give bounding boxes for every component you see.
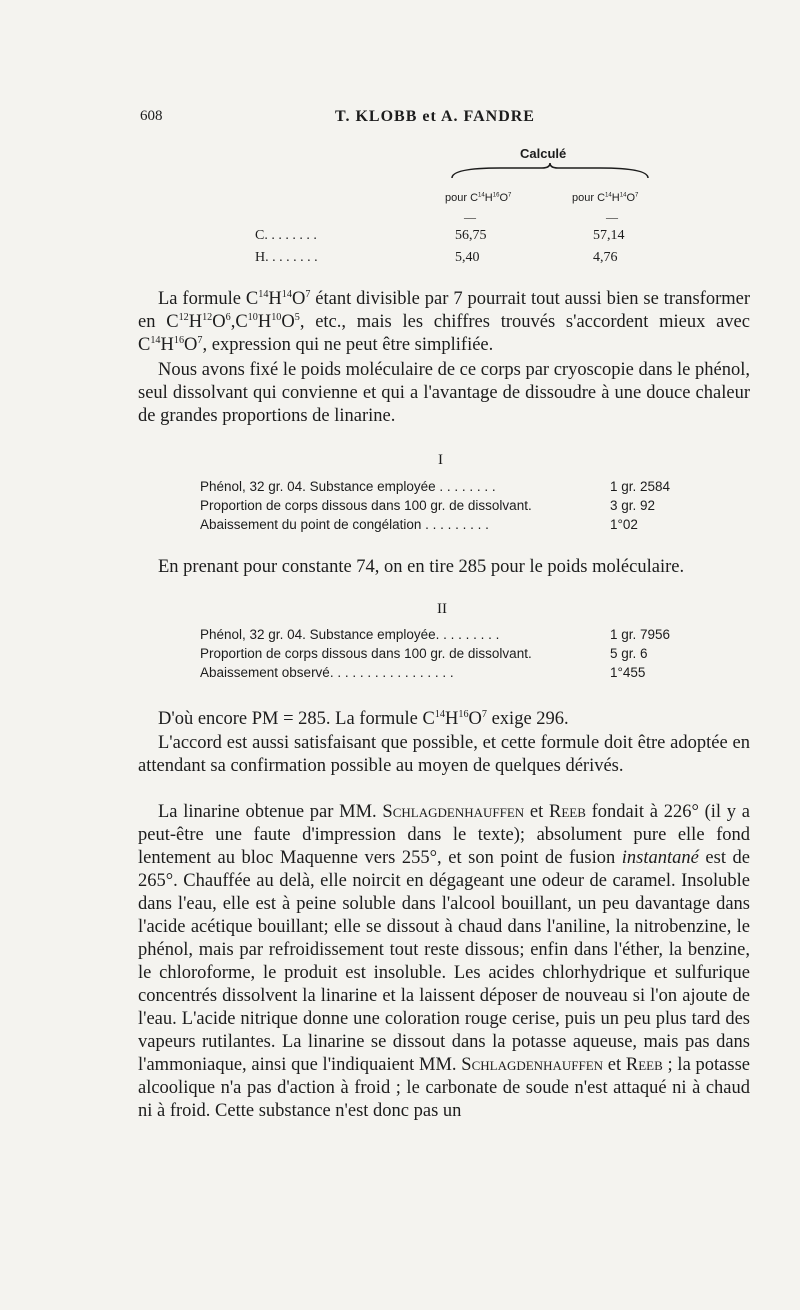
table-row: Abaissement observé. . . . . . . . . . . . . . . . . 1°455 (200, 665, 646, 680)
experiment-numeral: I (438, 452, 443, 468)
table-row: Proportion de corps dissous dans 100 gr. de dissolvant. 3 gr. 92 (200, 498, 656, 513)
experiment-table-2 (200, 627, 700, 684)
brace-icon (450, 162, 650, 180)
calc-table-title: Calculé (520, 146, 567, 161)
paragraph-linarine-properties: La linarine obtenue par MM. Schlagdenhauffen et Reeb fondait à 226° (il y a peut-être une faute d'impression dans le texte); absolument pure elle fond lentement au bloc Maquenne vers 255°, et son point de fusion instantané est de 265°. Chauffée au delà, elle noircit en dégageant une odeur de caramel. Insoluble dans l'eau, elle est à peine soluble dans l'alcool bouillant, un peu davantage dans l'acide acétique bouillant; elle se dissout à chaud dans l'aniline, la nitrobenzine, le phénol, mais par refroidissement tout reste dissous; enfin dans l'éther, la benzine, le chloroforme, le produit est insoluble. Les acides chlorhydrique et sulfurique concentrés dissolvent la linarine et la laissent déposer de nouveau si l'on ajoute de l'eau. L'acide nitrique donne une coloration rouge cerise, puis un peu plus tard des vapeurs rutilantes. La linarine se dissout dans la potasse aqueuse, mais pas dans l'ammoniaque, ainsi que l'indiquaient MM. Schlagdenhauffen et Reeb ; la potasse alcoolique n'a pas d'action à froid ; le carbonate de soude n'est attaqué ni à chaud ni à froid. Cette substance n'est donc pas un (138, 802, 750, 1121)
running-title: T. KLOBB et A. FANDRE (335, 108, 535, 125)
paragraph-pm-result: D'où encore PM = 285. La formule $C^{14}H^{16}O^7$ exige 296. (158, 708, 569, 729)
column-rule: — (464, 210, 476, 224)
page-number: 608 (140, 108, 163, 124)
experiment-table-1 (200, 479, 700, 536)
column-header-c14h14o7: pour $C^{14}H^{14}O^7$ (572, 192, 639, 204)
page-header (140, 108, 660, 138)
table-row: C. . . . . . . . 56,75 57,14 (255, 228, 625, 243)
column-rule: — (606, 210, 618, 224)
paragraph-agreement: L'accord est aussi satisfaisant que possible, et cette formule doit être adoptée en attendant sa confirmation possible au moyen de quelques dérivés. (138, 733, 750, 776)
table-row: Phénol, 32 gr. 04. Substance employée. . . . . . . . . 1 gr. 7956 (200, 627, 671, 642)
table-row: H. . . . . . . . 5,40 4,76 (255, 250, 618, 265)
paragraph-cryoscopy: Nous avons fixé le poids moléculaire de ce corps par cryoscopie dans le phénol, seul dissolvant qui convienne et qui a l'avantage de dissoudre à une douce chaleur de grandes proportions de linarine. (138, 360, 750, 426)
table-row: Phénol, 32 gr. 04. Substance employée . . . . . . . . 1 gr. 2584 (200, 479, 671, 494)
table-row: Abaissement du point de congélation . . . . . . . . . 1°02 (200, 517, 638, 532)
table-row: Proportion de corps dissous dans 100 gr. de dissolvant. 5 gr. 6 (200, 646, 648, 661)
paragraph-formula-divisible: La formule $C^{14}H^{14}O^7$ étant divisible par 7 pourrait tout aussi bien se transformer en $C^{12}H^{12}O^6,C^{10}H^{10}O^5$, etc., mais les chiffres trouvés s'accordent mieux avec $C^{14}H^{16}O^7$, expression qui ne peut être simplifiée. (138, 288, 750, 355)
experiment-numeral: II (437, 601, 447, 617)
paragraph-constant: En prenant pour constante 74, on en tire 285 pour le poids moléculaire. (158, 557, 685, 577)
column-header-c14h16o7: pour $C^{14}H^{16}O^7$ (445, 192, 512, 204)
